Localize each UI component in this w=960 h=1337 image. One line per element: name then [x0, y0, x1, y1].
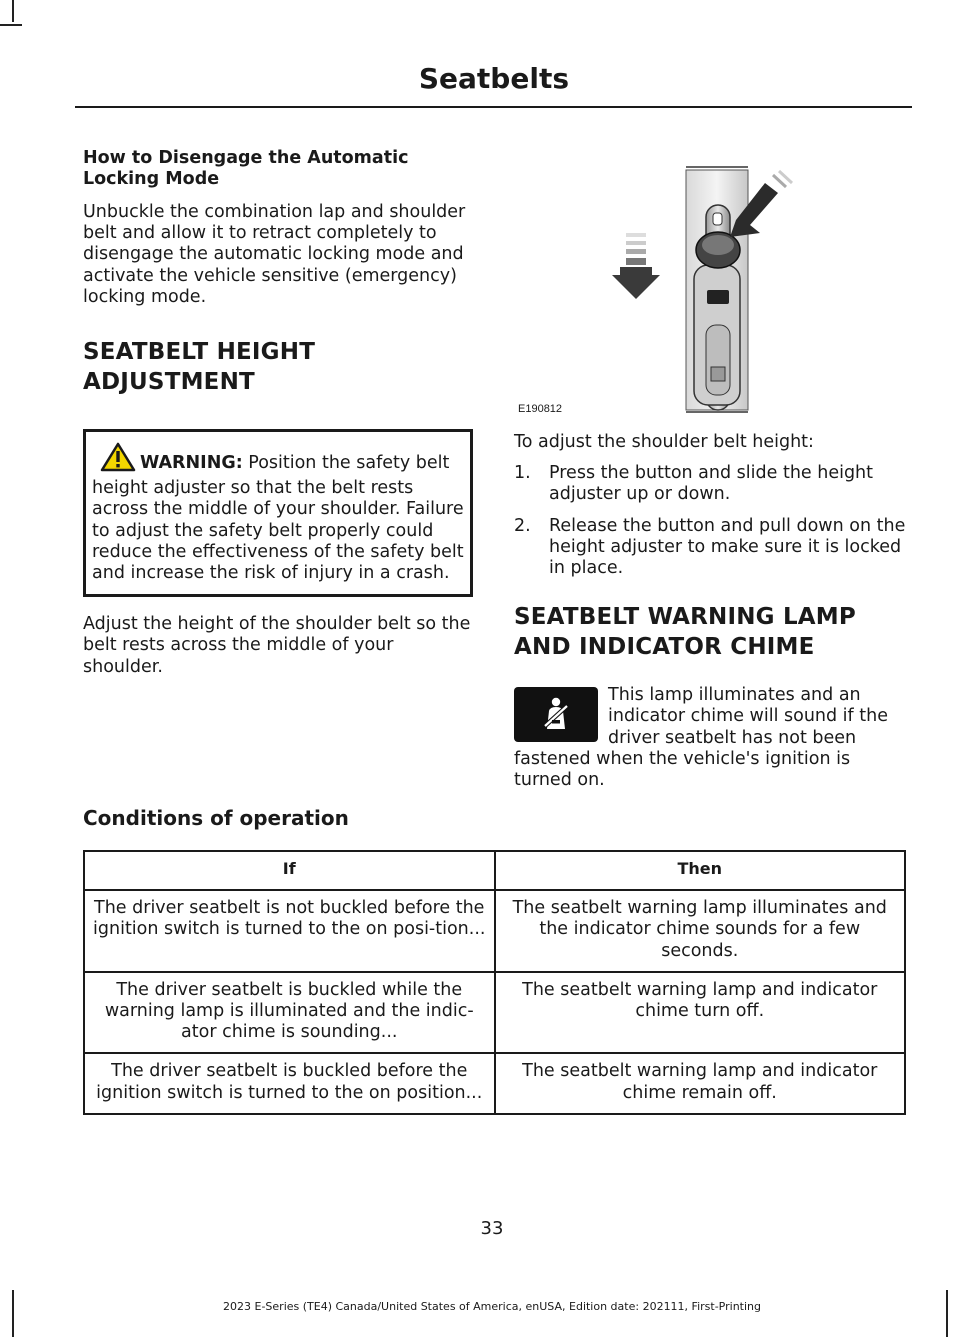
lamp-description	[514, 685, 906, 791]
step-text: Press the button and slide the height adjuster up or down.	[549, 463, 874, 505]
paragraph: This lamp illuminates and an indicator chime will sound if the driver seatbelt has not been fastened when the vehicle's ignition is turned on.	[514, 685, 888, 791]
table-cell: The seatbelt warning lamp and indicator chime remain off.	[495, 1053, 906, 1113]
seatbelt-height-adjuster-illustration	[590, 165, 810, 415]
table-cell: The driver seatbelt is buckled while the warning lamp is illuminated and the indic-ator chime is sounding...	[84, 972, 495, 1054]
table-cell: The seatbelt warning lamp and indicator chime turn off.	[495, 972, 906, 1054]
paragraph: To adjust the shoulder belt height:	[514, 432, 814, 452]
step-number: 2.	[514, 515, 531, 536]
paragraph: Unbuckle the combination lap and shoulder belt and allow it to retract completely to disengage the automatic locking mode and activate the vehicle sensitive (emergency) locking mode.	[83, 202, 466, 307]
column-header-then: Then	[495, 851, 906, 890]
table-row	[84, 890, 905, 972]
section-title-line2: ADJUSTMENT	[83, 369, 255, 396]
subheading: How to Disengage the Automatic Locking Mode	[83, 148, 409, 189]
right-column	[514, 432, 906, 791]
paragraph: Adjust the height of the shoulder belt so the belt rests across the middle of your shoulder.	[83, 614, 471, 677]
step-number: 1.	[514, 463, 531, 484]
seatbelt-warning-lamp-icon	[514, 687, 598, 742]
section-title-line1: SEATBELT HEIGHT	[83, 339, 316, 366]
crop-mark	[12, 0, 14, 22]
crop-mark	[0, 24, 22, 26]
table-title: Conditions of operation	[83, 806, 349, 830]
table-row	[84, 1053, 905, 1113]
page-title: Seatbelts	[418, 62, 569, 95]
step-text: Release the button and pull down on the height adjuster to make sure it is locked in place.	[549, 515, 906, 579]
steps-list	[514, 463, 906, 579]
section-title-line1: SEATBELT WARNING LAMP	[514, 604, 856, 631]
table-cell: The seatbelt warning lamp illuminates and the indicator chime sounds for a few seconds.	[495, 890, 906, 972]
column-header-if: If	[84, 851, 495, 890]
page-number: 33	[480, 1218, 504, 1239]
list-item	[514, 516, 906, 580]
warning-text: Position the safety belt height adjuster so that the belt rests across the middle of your shoulder. Failure to adjust the safety belt properly could reduce the effectiveness of the safety belt and increase the risk of injury in a crash.	[92, 453, 464, 584]
conditions-table	[83, 850, 906, 1115]
crop-mark	[946, 1290, 948, 1337]
warning-triangle-icon	[100, 442, 136, 478]
table-cell: The driver seatbelt is buckled before the ignition switch is turned to the on position...	[84, 1053, 495, 1113]
edition-footer: 2023 E-Series (TE4) Canada/United States of America, enUSA, Edition date: 202111, First-Printing	[223, 1300, 761, 1313]
section-title-line2: AND INDICATOR CHIME	[514, 634, 815, 661]
left-column	[83, 148, 473, 678]
warning-label: WARNING:	[140, 453, 243, 474]
table-row	[84, 972, 905, 1054]
list-item	[514, 463, 906, 505]
figure-code: E190812	[518, 403, 563, 415]
table-cell: The driver seatbelt is not buckled before the ignition switch is turned to the on posi-tion...	[84, 890, 495, 972]
table-header-row	[84, 851, 905, 890]
header-divider	[75, 106, 912, 108]
crop-mark	[12, 1290, 14, 1337]
warning-box	[83, 429, 473, 597]
